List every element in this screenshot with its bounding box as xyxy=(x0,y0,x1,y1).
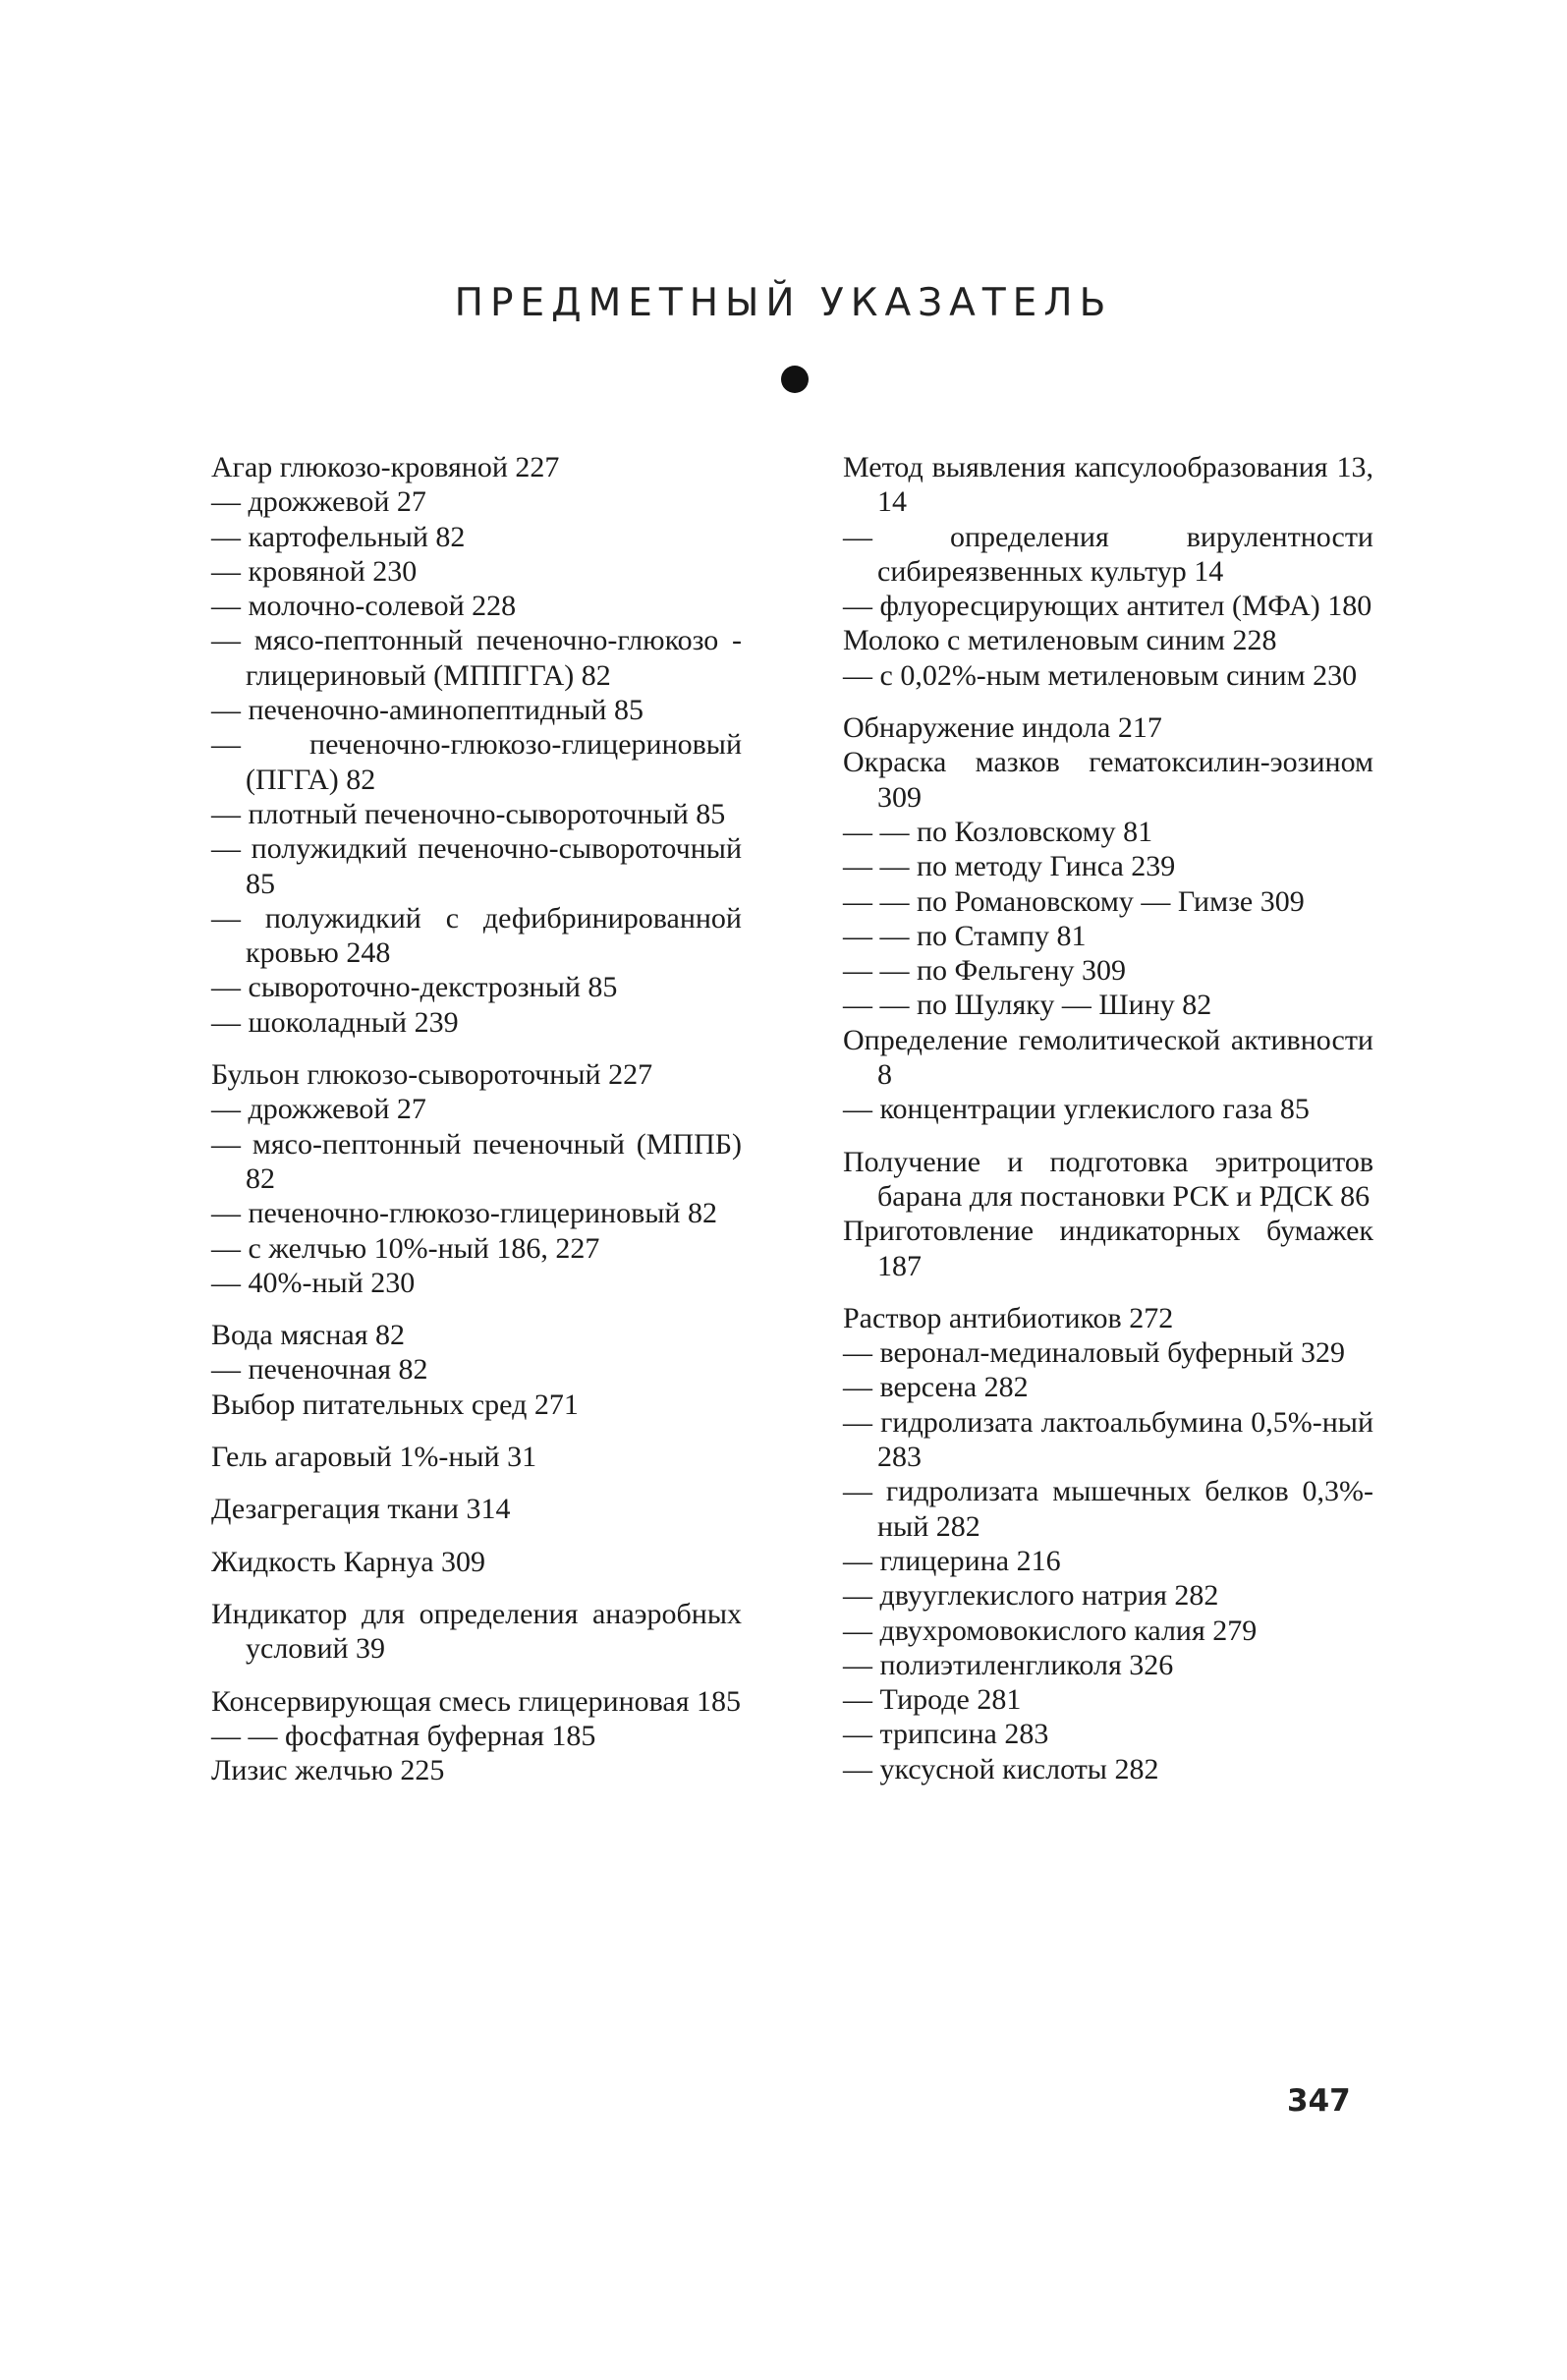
index-entry: — дрожжевой 27 xyxy=(211,485,426,519)
index-entry: — печеночная 82 xyxy=(211,1353,428,1387)
index-entry: — гидролизата лактоальбумина 0,5%-ный 283 xyxy=(843,1405,1373,1474)
index-column-left xyxy=(211,450,742,1787)
index-entry: — двухромовокислого калия 279 xyxy=(843,1614,1258,1647)
index-entry: — — по Фельгену 309 xyxy=(843,954,1127,988)
index-entry: — с 0,02%-ным метиленовым синим 230 xyxy=(843,658,1358,692)
index-entry: Метод выявления капсулообразования 13, 14 xyxy=(843,451,1373,519)
index-entry: Бульон глюкозо-сывороточный 227 xyxy=(211,1058,653,1092)
index-entry: — мясо-пептонный печеночно-глюкозо - глицериновый (МППГГА) 82 xyxy=(211,624,742,692)
index-entry: — — по Стампу 81 xyxy=(843,919,1087,952)
index-entry: — — фосфатная буферная 185 xyxy=(211,1719,596,1752)
index-entry: Лизис желчью 225 xyxy=(211,1754,445,1787)
index-entry: — концентрации углекислого газа 85 xyxy=(843,1093,1310,1126)
index-entry: Молоко с метиленовым синим 228 xyxy=(843,624,1277,657)
index-entry: — глицерина 216 xyxy=(843,1544,1061,1577)
index-entry: — с желчью 10%-ный 186, 227 xyxy=(211,1231,600,1265)
page-number: 347 xyxy=(1287,2083,1351,2119)
index-entry: — печеночно-аминопептидный 85 xyxy=(211,694,644,727)
index-entry: — печеночно-глюкозо-глицериновый (ПГГА) 82 xyxy=(211,728,742,796)
index-entry: — гидролизата мышечных белков 0,3%-ный 282 xyxy=(843,1475,1373,1543)
index-entry: — плотный печеночно-сывороточный 85 xyxy=(211,797,726,830)
index-entry: — — по методу Гинса 239 xyxy=(843,850,1176,883)
index-entry: Агар глюкозо-кровяной 227 xyxy=(211,451,560,483)
index-entry: — печеночно-глюкозо-глицериновый 82 xyxy=(211,1197,717,1230)
index-entry: Дезагрегация ткани 314 xyxy=(211,1493,511,1526)
index-entry: — флуоресцирующих антител (МФА) 180 xyxy=(843,590,1372,623)
index-entry: — уксусной кислоты 282 xyxy=(843,1752,1159,1785)
index-entry: Приготовление индикаторных бумажек 187 xyxy=(843,1215,1373,1282)
index-entry: Индикатор для определения анаэробных условий 39 xyxy=(211,1597,742,1666)
index-entry: — кровяной 230 xyxy=(211,554,418,588)
index-entry: — мясо-пептонный печеночный (МППБ) 82 xyxy=(211,1127,742,1195)
index-entry: — веронал-мединаловый буферный 329 xyxy=(843,1336,1345,1370)
index-entry: Обнаружение индола 217 xyxy=(843,711,1162,745)
index-entry: — версена 282 xyxy=(843,1371,1029,1404)
index-entry: — — по Козловскому 81 xyxy=(843,815,1153,848)
index-entry: — определения вирулентности сибиреязвенных культур 14 xyxy=(843,520,1373,588)
index-entry: — двууглекислого натрия 282 xyxy=(843,1579,1219,1613)
index-entry: — молочно-солевой 228 xyxy=(211,590,517,623)
bullet-ornament xyxy=(781,366,809,393)
page-title: ПРЕДМЕТНЫЙ УКАЗАТЕЛЬ xyxy=(454,281,1113,325)
index-entry: — — по Шуляку — Шину 82 xyxy=(843,989,1212,1022)
index-entry: — сывороточно-декстрозный 85 xyxy=(211,971,618,1004)
index-entry: — картофельный 82 xyxy=(211,520,466,553)
index-entry: — полужидкий печеночно-сывороточный 85 xyxy=(211,832,742,900)
index-entry: — Тироде 281 xyxy=(843,1683,1022,1717)
index-entry: Получение и подготовка эритроцитов барана для постановки РСК и РДСК 86 xyxy=(843,1145,1373,1213)
index-entry: Гель агаровый 1%-ный 31 xyxy=(211,1441,537,1474)
index-entry: Раствор антибиотиков 272 xyxy=(843,1301,1174,1334)
index-column-right xyxy=(843,450,1373,1786)
index-entry: — шоколадный 239 xyxy=(211,1005,459,1039)
index-entry: Консервирующая смесь глицериновая 185 xyxy=(211,1684,742,1718)
index-entry: Вода мясная 82 xyxy=(211,1319,405,1352)
index-entry: Определение гемолитической активности 8 xyxy=(843,1023,1373,1092)
index-entry: — 40%-ный 230 xyxy=(211,1266,416,1299)
index-entry: — дрожжевой 27 xyxy=(211,1093,426,1126)
index-entry: Выбор питательных сред 271 xyxy=(211,1388,579,1421)
index-entry: Жидкость Карнуа 309 xyxy=(211,1545,486,1578)
index-entry: — полиэтиленгликоля 326 xyxy=(843,1648,1174,1681)
index-entry: — — по Романовскому — Гимзе 309 xyxy=(843,884,1305,918)
index-entry: — полужидкий с дефибринированной кровью 248 xyxy=(211,901,742,970)
index-entry: — трипсина 283 xyxy=(843,1718,1049,1751)
index-entry: Окраска мазков гематоксилин-эозином 309 xyxy=(843,746,1373,814)
